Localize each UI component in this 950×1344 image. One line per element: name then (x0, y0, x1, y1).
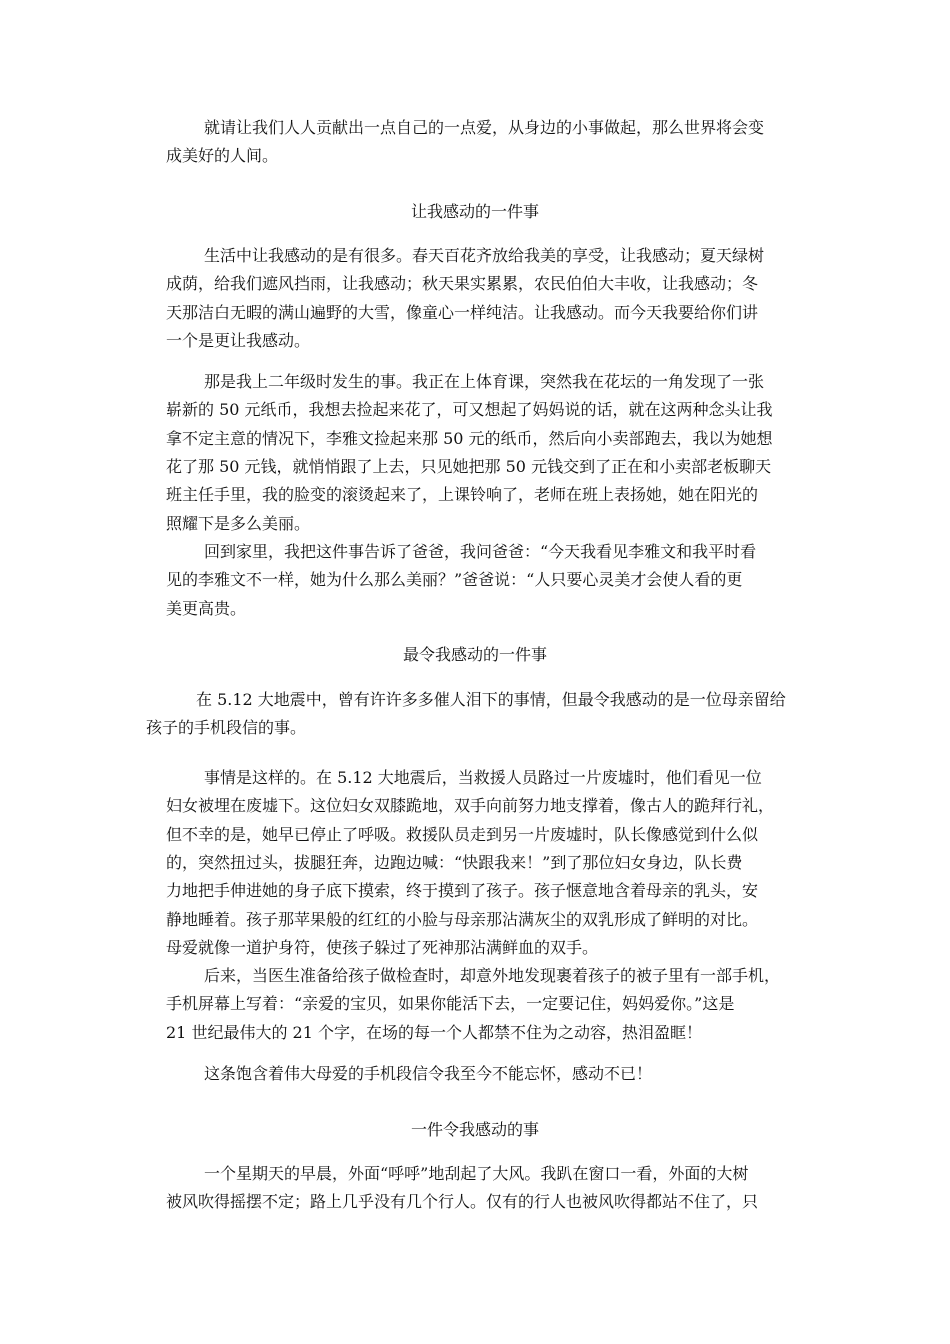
paragraph-line: 但不幸的是，她早已停止了呼吸。救援队员走到另一片废墟时，队长像感觉到什么似 (166, 824, 759, 844)
section-title-text: 让我感动的一件事 (410, 202, 539, 221)
paragraph-line: 花了那 50 元钱，就悄悄跟了上去，只见她把那 50 元钱交到了正在和小卖部老板聊天 (166, 456, 772, 476)
section-title-text: 最令我感动的一件事 (402, 645, 547, 664)
paragraph-line: 一个星期天的早晨，外面“呼呼”地刮起了大风。我趴在窗口一看，外面的大树 (204, 1164, 749, 1183)
paragraph-line: 后来，当医生准备给孩子做检查时，却意外地发现裹着孩子的被子里有一部手机， (204, 966, 781, 985)
paragraph-line: 美更高贵。 (166, 598, 247, 618)
paragraph-line: 妇女被埋在废墟下。这位妇女双膝跪地，双手向前努力地支撑着，像古人的跪拜行礼， (166, 796, 775, 816)
paragraph-line: 的，突然扭过头，拔腿狂奔，边跑边喊：“快跟我来！”到了那位妇女身边，队长费 (166, 852, 743, 872)
paragraph-line: 就请让我们人人贡献出一点自己的一点爱，从身边的小事做起，那么世界将会变 (204, 118, 765, 137)
paragraph-line: 回到家里，我把这件事告诉了爸爸，我问爸爸：“今天我看见李雅文和我平时看 (204, 542, 757, 561)
paragraph-line: 21 世纪最伟大的 21 个字，在场的每一个人都禁不住为之动容，热泪盈眶！ (166, 1022, 702, 1042)
section-title-text: 一件令我感动的事 (410, 1120, 539, 1139)
paragraph-line: 拿不定主意的情况下，李雅文捡起来那 50 元的纸币，然后向小卖部跑去，我以为她想 (166, 428, 773, 448)
paragraph-line: 手机屏幕上写着：“亲爱的宝贝，如果你能活下去，一定要记住，妈妈爱你。”这是 (166, 994, 735, 1014)
paragraph-line: 那是我上二年级时发生的事。我正在上体育课，突然我在花坛的一角发现了一张 (204, 372, 765, 391)
paragraph-line: 见的李雅文不一样，她为什么那么美丽？”爸爸说：“人只要心灵美才会使人看的更 (166, 570, 743, 590)
paragraph-line: 照耀下是多么美丽。 (166, 513, 311, 533)
paragraph-line: 一个是更让我感动。 (166, 330, 311, 350)
paragraph-line: 力地把手伸进她的身子底下摸索，终于摸到了孩子。孩子惬意地含着母亲的乳头，安 (166, 881, 759, 901)
paragraph-line: 静地睡着。孩子那苹果般的红红的小脸与母亲那沾满灰尘的双乳形成了鲜明的对比。 (166, 909, 759, 929)
paragraph-line: 在 5.12 大地震中，曾有许许多多催人泪下的事情，但最令我感动的是一位母亲留给 (196, 690, 786, 709)
paragraph-line: 天那洁白无暇的满山遍野的大雪，像童心一样纯洁。让我感动。而今天我要给你们讲 (166, 302, 759, 322)
paragraph-line: 孩子的手机段信的事。 (146, 718, 307, 738)
paragraph-line: 成美好的人间。 (166, 146, 279, 166)
paragraph-line: 被风吹得摇摆不定；路上几乎没有几个行人。仅有的行人也被风吹得都站不住了，只 (166, 1192, 759, 1212)
paragraph-line: 事情是这样的。在 5.12 大地震后，当救援人员路过一片废墟时，他们看见一位 (204, 768, 762, 787)
paragraph-line: 母爱就像一道护身符，使孩子躲过了死神那沾满鲜血的双手。 (166, 937, 599, 957)
paragraph-line: 成荫，给我们遮风挡雨，让我感动；秋天果实累累，农民伯伯大丰收，让我感动；冬 (166, 274, 759, 294)
paragraph-line: 班主任手里，我的脸变的滚烫起来了，上课铃响了，老师在班上表扬她，她在阳光的 (166, 485, 759, 505)
paragraph-line: 生活中让我感动的是有很多。春天百花齐放给我美的享受，让我感动；夏天绿树 (204, 246, 765, 265)
paragraph-line: 这条饱含着伟大母爱的手机段信令我至今不能忘怀，感动不已！ (204, 1064, 653, 1083)
paragraph-line: 崭新的 50 元纸币，我想去捡起来花了，可又想起了妈妈说的话，就在这两种念头让我 (166, 400, 773, 420)
